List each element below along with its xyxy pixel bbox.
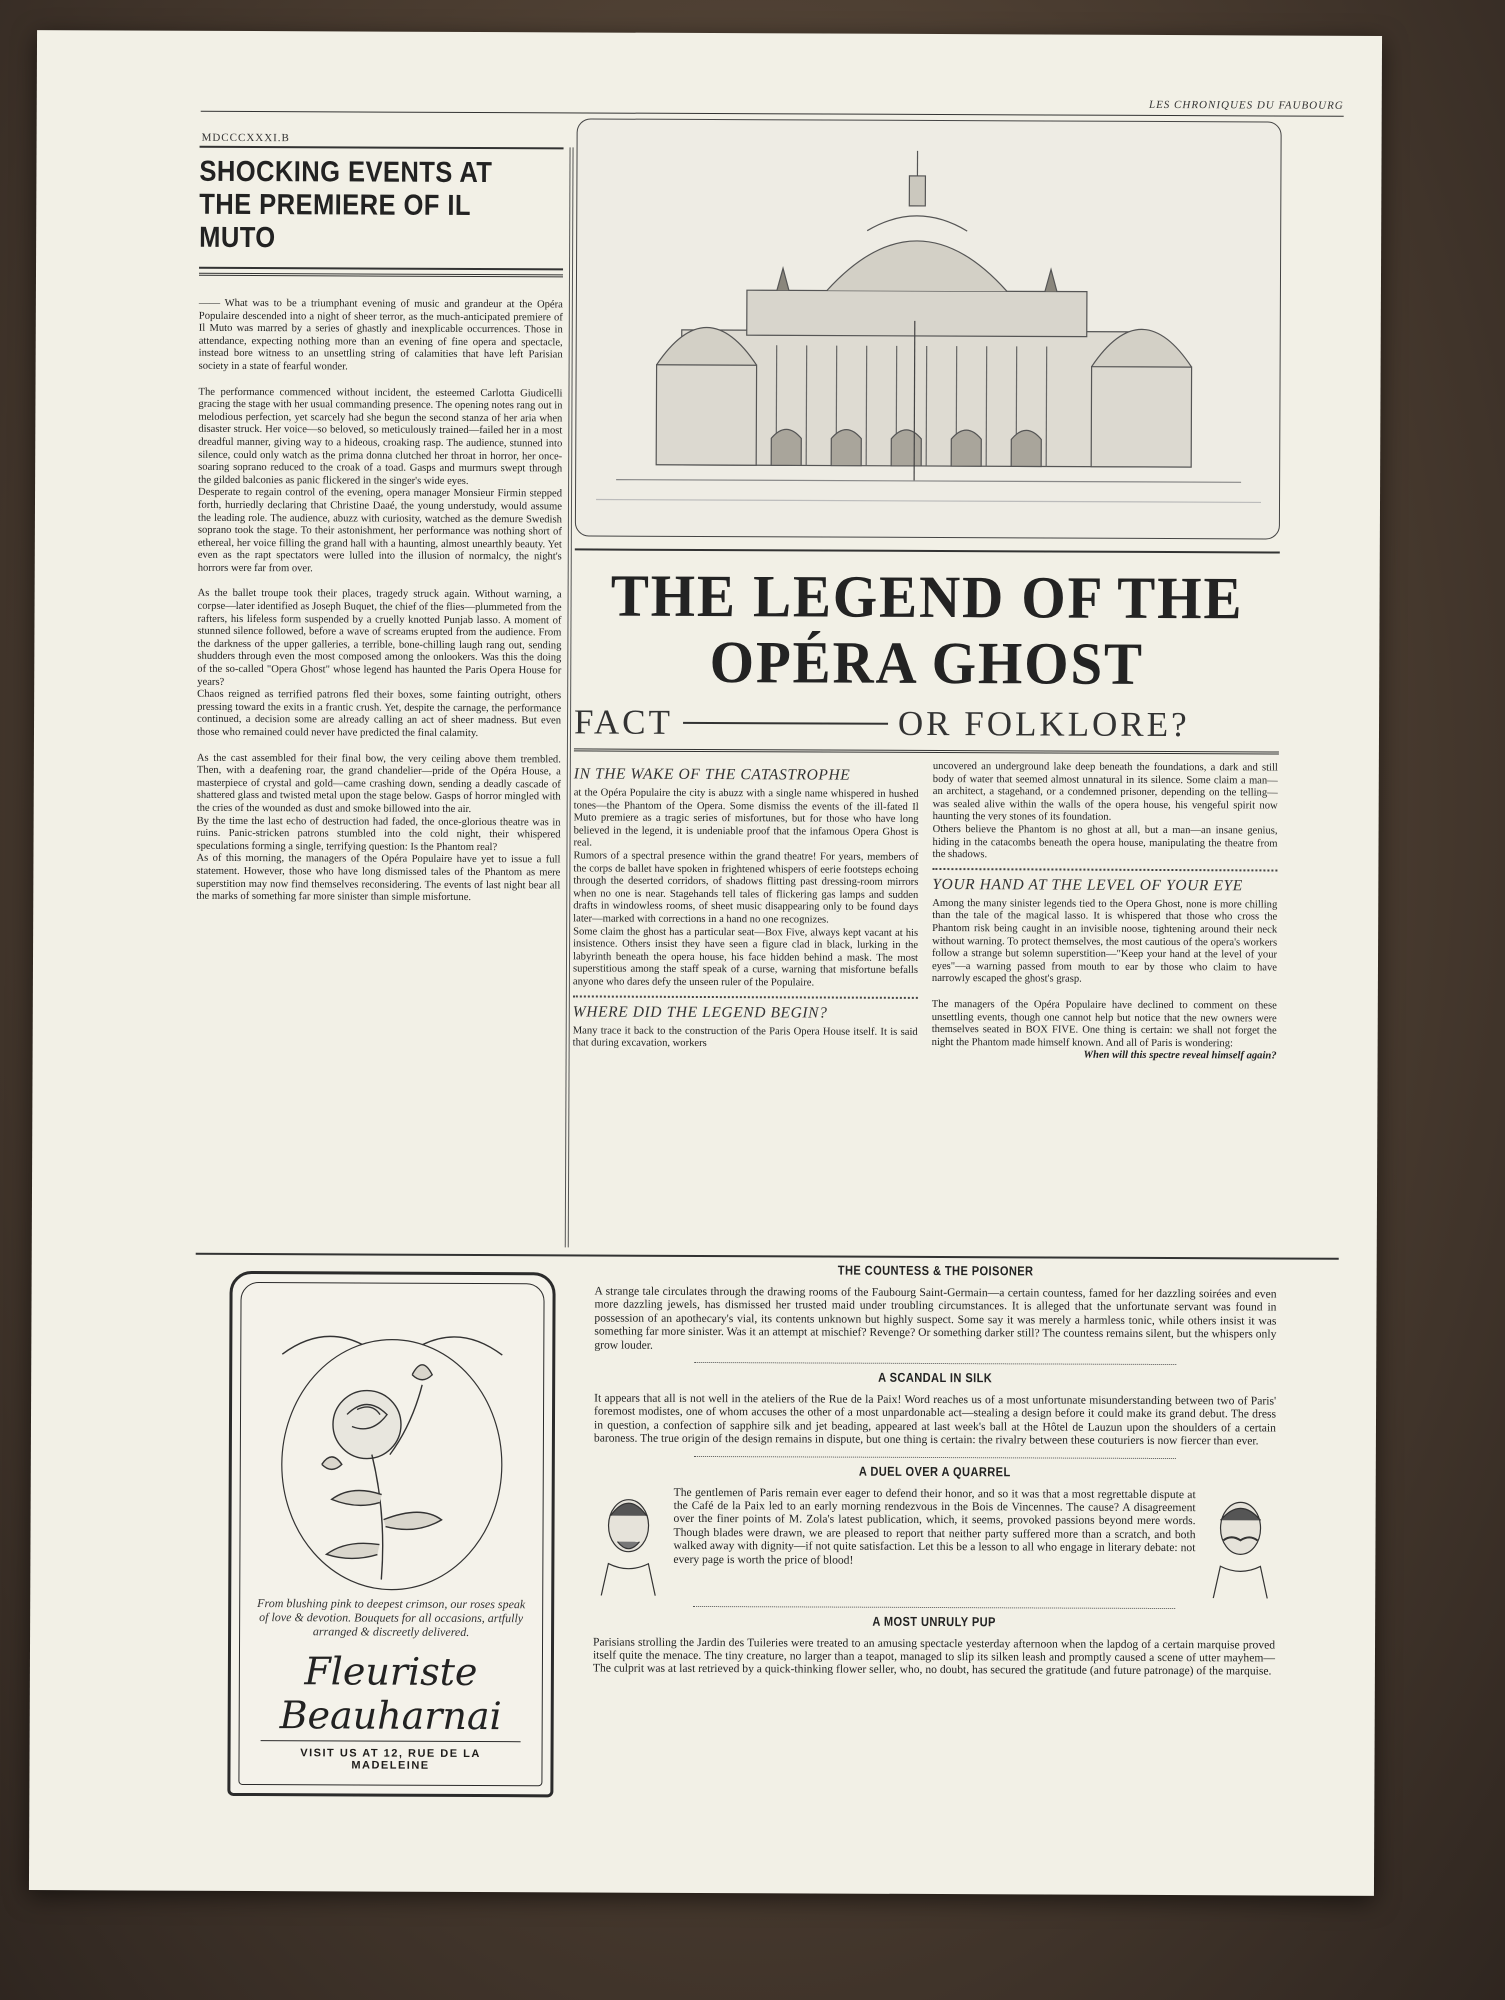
lead-paragraph: —— What was to be a triumphant evening of music and grandeur at the Opéra Populaire descended into a night of sheer terror, as the much-anticipated premiere of Il Muto was marred by a series of ghastly and inexplicable occurrences. Those in attendance, expecting nothing more than an evening of fine opera and spectacle, instead bore witness to an unsettling string of calamities that have left Parisian society in a state of fearful wonder. — [198, 297, 563, 373]
short-heading: A SCANDAL IN SILK — [878, 1369, 993, 1386]
short-text: It appears that all is not well in the ateliers of the Rue de la Paix! Word reaches us of a most unfortunate misunderstanding between two of Paris' foremost modistes, one of whom accuses the other of a most unpardonable act—stealing a design before it could make its grand debut. The dress in question, a confection of sapphire silk and jet beading, appeared at last week's ball at the Hôtel de Lauzun upon the shoulders of a certain baroness. The true origin of the design remains in dispute, but one thing is certain: the rivalry between these couturiers is now fiercer than ever. — [593, 1391, 1277, 1448]
section-heading: YOUR HAND AT THE LEVEL OF YOUR EYE — [932, 875, 1243, 895]
portrait-left-icon — [593, 1485, 663, 1595]
issue-number: MDCCCXXXI.B — [201, 131, 290, 145]
lead-paragraph: As of this morning, the managers of the Opéra Populaire have yet to issue a full statement. However, those who have long dismissed tales of the Phantom as mere superstition may now find themselves reconsidering. The events of last night bear all the marks of something far more sinister than simple misfortune. — [196, 853, 561, 904]
opera-house-drawing — [576, 119, 1282, 539]
feature-title-line2: OPÉRA GHOST — [709, 629, 1145, 697]
short-items — [593, 1258, 1277, 1679]
section-heading: IN THE WAKE OF THE CATASTROPHE — [573, 765, 851, 784]
newspaper-page — [29, 30, 1382, 1896]
lead-article — [196, 146, 563, 905]
short-heading: A MOST UNRULY PUP — [872, 1613, 996, 1629]
section-body — [573, 787, 919, 990]
short-text: Parisians strolling the Jardin des Tuileries were treated to an amusing spectacle yesterday afternoon when the lapdog of a certain marquise proved itself quite the menace. The tiny creature, no larger than a teapot, managed to slip its silken leash and promptly caused a scene of utter mayhem—The culprit was at last retrieved by a quick-thinking flower seller, who, no doubt, has secured the gratitude (and future patronage) of the marquise. — [592, 1635, 1276, 1678]
section-body — [932, 898, 1278, 1064]
brand-line1: Fleuriste — [304, 1649, 478, 1695]
short-text: A strange tale circulates through the drawing rooms of the Faubourg Saint-Germain—a certain countess, famed for her dazzling soirées and even more dazzling jewels, has dismissed her trusted maid under troubling circumstances. It is alleged that the unfortunate servant was found in possession of an apothecary's vial, its contents unknown but highly suspect. Some say it was merely a harmless tonic, while others insist it was something far more sinister. Was it an attempt at mischief? Revenge? Or something darker still? The countess remains silent, but the whispers only grow louder. — [594, 1284, 1277, 1352]
section-heading: WHERE DID THE LEGEND BEGIN? — [572, 1002, 828, 1022]
section-paragraph: Rumors of a spectral presence within the grand theatre! For years, members of the corps de ballet have spoken in frightened whispers of eerie footsteps echoing through the deserted corridors, of shadows flitting past dressing-room mirrors when no one is near. Stagehands tell tales of flickering gas lamps and sudden drafts in windowless rooms, of sheet music disappearing only to be found days later—marked with corrections in a hand no one recognizes. — [573, 850, 919, 926]
duel-row — [593, 1485, 1275, 1598]
lead-paragraph: As the cast assembled for their final bow, the very ceiling above them trembled. Then, with a deafening roar, the grand chandelier—pride of the Opéra House, a masterpiece of crystal and gold—came crashing down, sending a deadly cascade of shattered glass and twisted metal upon the stage below. Gasps of horror mingled with the cries of the wounded as dust and smoke billowed into the air. — [196, 752, 561, 815]
section-body — [932, 761, 1277, 863]
feature-column-left — [573, 759, 919, 1061]
rose-illustration — [261, 1314, 522, 1615]
feature-subtitle — [574, 702, 1279, 745]
feature-title-line1: THE LEGEND OF THE — [610, 562, 1244, 632]
lead-body — [196, 298, 563, 905]
advert-brand — [241, 1649, 541, 1738]
title-rule — [199, 273, 563, 278]
lead-title: SHOCKING EVENTS AT THE PREMIERE OF IL MUTO — [199, 155, 493, 255]
florist-advert — [227, 1271, 555, 1797]
section-paragraph: at the Opéra Populaire the city is abuzz with a single name whispered in hushed tones—the Phantom of the Opera. Some dismiss the events of the ill-fated Il Muto premiere as a tragic series of misfortunes, but for those who have long believed in the legend, it is undeniable proof that the infamous Opera Ghost is real. — [573, 787, 919, 849]
lead-paragraph: By the time the last echo of destruction had faded, the once-glorious theatre was in ruins. Panic-stricken patrons stumbled into the cold night, their whispered speculations forming a single, terrifying question: Is the Phantom real? — [196, 815, 561, 853]
short-heading: A DUEL OVER A QUARREL — [858, 1463, 1011, 1479]
section-divider — [932, 868, 1277, 872]
section-divider — [573, 995, 918, 999]
fact-label: FACT — [573, 702, 674, 742]
section-paragraph: Some claim the ghost has a particular seat—Box Five, always kept vacant at his insistence. Others insist they have seen a figure clad in black, lurking in the labyrinth beneath the opera house, his face hidden behind a mask. The most superstitious among the staff speak of a curse, warning that misfortune befalls anyone who dares defy the unseen ruler of the Populaire. — [572, 925, 919, 989]
title-rule — [199, 267, 563, 271]
advert-copy: From blushing pink to deepest crimson, our roses speak of love & devotion. Bouquets for all occasions, artfully arranged & discreetly delivered. — [257, 1596, 526, 1639]
lead-paragraph: As the ballet troupe took their places, tragedy struck again. Without warning, a corpse—later identified as Joseph Buquet, the chief of the flies—plummeted from the rafters, his lifeless form suspended by a cruelly knotted Punjab lasso. A moment of stunned silence followed, before a wave of screams erupted from the audience. From the darkness of the upper galleries, a terrible, bone-chilling laugh rang out, sending shudders through even the most composed among the onlookers. Was this the doing of the so-called "Opera Ghost" whose legend has haunted the Paris Opera House for years? — [197, 588, 562, 688]
section-paragraph: Others believe the Phantom is no ghost at all, but a man—an insane genius, hiding in the catacombs beneath the opera house, manipulating the theatre from the shadows. — [932, 823, 1278, 861]
title-rule — [200, 146, 564, 150]
section-paragraph: The managers of the Opéra Populaire have declined to comment on these unsettling events, though one cannot help but notice that the new owners were themselves seated in BOX FIVE. One thing is certain: we shall not forget the night the Phantom made himself known. And all of Paris is wondering: — [931, 998, 1277, 1049]
short-text: The gentlemen of Paris remain ever eager to defend their honor, and so it was that a most regrettable dispute at the Café de la Paix led to an early morning rendezvous in the Bois de Vincennes. The cause? A disagreement over the finer points of M. Zola's latest publication, which, it seems, provoked passions beyond mere words. Though blades were drawn, we are pleased to report that neither party suffered more than a scratch, and both walked away with dignity—if not quite satisfaction. Let this be a lesson to all who engage in literary debate: not every page is worth the price of blood! — [673, 1485, 1196, 1567]
running-head: LES CHRONIQUES DU FAUBOURG — [1148, 98, 1344, 112]
short-divider — [693, 1606, 1175, 1609]
lead-paragraph: The performance commenced without incident, the esteemed Carlotta Giudicelli gracing the stage with her usual commanding presence. The opening notes rang out in melodious perfection, yet scarcely had she begun the second stanza of her aria when disaster struck. Her voice—so beloved, so meticulously trained—failed her in a most dreadful manner, giving way to a hideous, croaking rasp. The audience, stunned into silence, could only watch as the prima donna clutched her throat in horror, her once-soaring soprano reduced to the croak of a toad. Gasps and murmurs swept through the gilded balconies as panic flickered in the singer's wide eyes. — [198, 386, 563, 487]
subtitle-dash — [683, 722, 888, 725]
lead-paragraph: Desperate to regain control of the evening, opera manager Monsieur Firmin stepped forth, hurriedly declaring that Christine Daaé, the young understudy, would assume the leading role. The audience, abuzz with curiosity, watched as the demure Swedish soprano took the stage. To their astonishment, her performance was nothing short of ethereal, her voice filling the grand hall with a haunting, almost unearthly beauty. Yet even as the rapt spectators were lulled into the illusion of normalcy, the night's horrors were far from over. — [197, 487, 563, 575]
lead-paragraph: Chaos reigned as terrified patrons fled their boxes, some fainting outright, others pressing toward the exits in a frantic crush. Yet, despite the carnage, the performance continued, a decision some are already calling an act of sheer madness. But even those who remained could never have predicted the final calamity. — [196, 688, 562, 740]
feature-column-right — [932, 761, 1278, 1063]
section-paragraph: uncovered an underground lake deep beneath the foundations, a dark and still body of water that seemed almost unnatural in its silence. Some claim a man—an architect, a stagehand, or a condemned prisoner, depending on the telling—was sealed alive within the walls of the opera house, his vengeful spirit now haunting the very stones of its foundation. — [932, 760, 1278, 824]
headline-rule — [574, 748, 1279, 754]
feature-headline-block — [574, 548, 1280, 754]
opera-house-illustration — [575, 118, 1282, 539]
portrait-right-icon — [1205, 1488, 1275, 1598]
folklore-label: OR FOLKLORE? — [897, 703, 1190, 745]
section-paragraph: Many trace it back to the construction of the Paris Opera House itself. It is said that during excavation, workers — [572, 1024, 918, 1050]
feature-columns — [573, 759, 1279, 1063]
short-divider — [694, 1456, 1176, 1459]
advert-address: VISIT US AT 12, RUE DE LA MADELEINE — [260, 1740, 520, 1772]
feature-signoff: When will this spectre reveal himself again? — [1083, 1049, 1277, 1062]
feature-article — [573, 114, 1282, 1063]
short-heading: THE COUNTESS & THE POISONER — [837, 1262, 1034, 1279]
brand-line2: Beauharnai — [279, 1693, 502, 1739]
section-body — [573, 1025, 918, 1052]
short-divider — [694, 1362, 1176, 1365]
section-paragraph: Among the many sinister legends tied to the Opera Ghost, none is more chilling than the tale of the magical lasso. It is whispered that those who cross the Phantom risk being caught in an invisible noose, tightening around their neck without warning. To protect themselves, the most cautious of the opera's workers follow a strange but solemn superstition—"Keep your hand at the level of your eyes"—a warning passed from mouth to ear by those who claim to have narrowly escaped the ghost's grasp. — [931, 897, 1278, 985]
